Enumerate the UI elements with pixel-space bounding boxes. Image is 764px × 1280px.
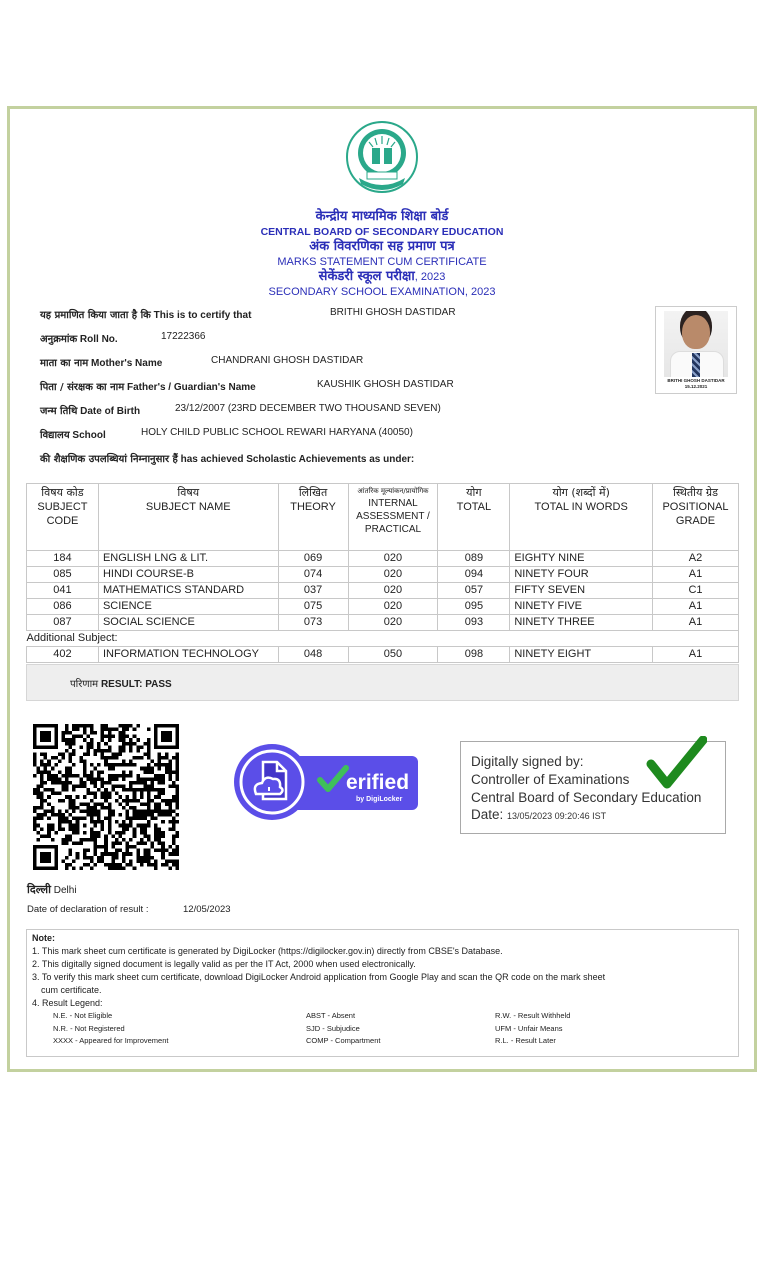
- place-line: [27, 882, 77, 897]
- achievement-label-english: has achieved Scholastic Achievements as under:: [180, 454, 415, 465]
- col-header-internal: आंतरिक मूल्यांकन/प्रायोगिक INTERNAL ASSESSMENT / PRACTICAL: [348, 484, 438, 551]
- legend-item: COMP - Compartment: [306, 1036, 381, 1045]
- badge-text: erified: [346, 771, 410, 794]
- legend-column: [306, 1010, 380, 1048]
- achievement-line: [40, 451, 414, 465]
- roll-label-english: Roll No.: [79, 334, 118, 345]
- subject-code: 086: [27, 599, 99, 615]
- notes-title: Note:: [32, 933, 55, 943]
- signature-line-1: Digitally signed by:: [471, 754, 584, 769]
- mother-label-hindi: माता का नाम: [40, 358, 89, 369]
- student-name: BRITHI GHOSH DASTIDAR: [330, 307, 456, 318]
- father-label-english: Father's / Guardian's Name: [127, 382, 256, 393]
- theory-marks: 073: [278, 615, 348, 631]
- total-in-words: NINETY FOUR: [510, 567, 653, 583]
- signature-date-label: Date:: [471, 807, 504, 822]
- total-in-words: NINETY FIVE: [510, 599, 653, 615]
- achievement-label-hindi: की शैक्षणिक उपलब्धियां निम्नानुसार हैं: [40, 454, 178, 465]
- table-row: [27, 583, 739, 599]
- theory-marks: 048: [278, 647, 348, 663]
- school-line: [40, 427, 413, 441]
- total-in-words: NINETY THREE: [510, 615, 653, 631]
- subject-code: 085: [27, 567, 99, 583]
- additional-subject-label: Additional Subject:: [27, 631, 739, 647]
- notes-box: [26, 929, 739, 1057]
- school-name: HOLY CHILD PUBLIC SCHOOL REWARI HARYANA (40050): [141, 427, 413, 438]
- theory-marks: 074: [278, 567, 348, 583]
- positional-grade: C1: [652, 583, 738, 599]
- student-photo: [655, 306, 737, 394]
- exam-name-hindi: सेकेंडरी स्कूल परीक्षा: [318, 269, 415, 284]
- board-name-english: CENTRAL BOARD OF SECONDARY EDUCATION: [260, 226, 504, 238]
- col-header-code: विषय कोड SUBJECT CODE: [27, 484, 99, 551]
- subject-code: 087: [27, 615, 99, 631]
- legend-item: UFM - Unfair Means: [495, 1023, 563, 1033]
- result-status: RESULT: PASS: [100, 679, 172, 690]
- declaration-date: 12/05/2023: [183, 904, 231, 915]
- father-label-hindi: पिता / संरक्षक का नाम: [40, 382, 125, 393]
- certify-line: [40, 307, 456, 321]
- legend-item: R.L. - Result Later: [495, 1036, 556, 1045]
- internal-marks: 020: [348, 599, 438, 615]
- internal-marks: 020: [348, 583, 438, 599]
- legend-item: N.E. - Not Eligible: [53, 1011, 113, 1020]
- school-label-hindi: विद्यालय: [40, 430, 70, 441]
- signature-valid-check-icon: [645, 736, 707, 792]
- exam-year: , 2023: [414, 271, 446, 283]
- signature-line-3: Central Board of Secondary Education: [471, 790, 702, 805]
- subject-name: SOCIAL SCIENCE: [98, 615, 278, 631]
- signature-line-2: Controller of Examinations: [471, 772, 630, 787]
- col-header-grade: स्थितीय ग्रेड POSITIONAL GRADE: [652, 484, 738, 551]
- declaration-label: Date of declaration of result :: [27, 904, 149, 915]
- subject-name: ENGLISH LNG & LIT.: [98, 551, 278, 567]
- total-marks: 095: [438, 599, 510, 615]
- roll-label-hindi: अनुक्रमांक: [40, 334, 78, 345]
- qr-modules: [33, 724, 179, 870]
- note-item: 3. To verify this mark sheet cum certificate, download DigiLocker Android application from Google Play and scan the QR code on the mark sheet: [32, 972, 606, 982]
- exam-name-english: SECONDARY SCHOOL EXAMINATION, 2023: [268, 286, 496, 298]
- roll-number: 17222366: [161, 331, 206, 342]
- roll-line: [40, 331, 206, 345]
- subject-name: INFORMATION TECHNOLOGY: [98, 647, 278, 663]
- table-header-row: [27, 484, 739, 551]
- certify-label-english: This is to certify that: [153, 310, 252, 321]
- mother-line: [40, 355, 364, 369]
- positional-grade: A1: [652, 599, 738, 615]
- dob-label-hindi: जन्म तिथि: [40, 406, 78, 417]
- mother-label-english: Mother's Name: [91, 358, 163, 369]
- theory-marks: 037: [278, 583, 348, 599]
- table-row: [27, 567, 739, 583]
- signature-date: 13/05/2023 09:20:46 IST: [507, 811, 607, 821]
- internal-marks: 020: [348, 551, 438, 567]
- note-item: 2. This digitally signed document is legally valid as per the IT Act, 2000 when used electronically.: [32, 959, 416, 969]
- mother-name: CHANDRANI GHOSH DASTIDAR: [211, 355, 364, 366]
- total-marks: 089: [438, 551, 510, 567]
- note-item: cum certificate.: [41, 985, 102, 995]
- total-marks: 093: [438, 615, 510, 631]
- total-in-words: NINETY EIGHT: [510, 647, 653, 663]
- result-legend: [32, 1010, 733, 1048]
- result-label-hindi: परिणाम: [70, 679, 99, 690]
- document-title-english: MARKS STATEMENT CUM CERTIFICATE: [277, 256, 487, 268]
- badge-subtext: by DigiLocker: [356, 796, 403, 803]
- certificate-header: [0, 120, 764, 299]
- subject-name: HINDI COURSE-B: [98, 567, 278, 583]
- subject-code: 041: [27, 583, 99, 599]
- board-name-hindi: केन्द्रीय माध्यमिक शिक्षा बोर्ड: [315, 209, 449, 224]
- total-marks: 094: [438, 567, 510, 583]
- legend-column: [53, 1010, 168, 1048]
- col-header-name: विषय SUBJECT NAME: [98, 484, 278, 551]
- internal-marks: 020: [348, 615, 438, 631]
- col-header-words: योग (शब्दों में) TOTAL IN WORDS: [510, 484, 653, 551]
- subject-code: 184: [27, 551, 99, 567]
- positional-grade: A1: [652, 647, 738, 663]
- dob-line: [40, 403, 441, 417]
- declaration-line: [27, 904, 231, 915]
- internal-marks: 050: [348, 647, 438, 663]
- theory-marks: 075: [278, 599, 348, 615]
- marks-table: [26, 483, 739, 663]
- total-marks: 098: [438, 647, 510, 663]
- subject-name: SCIENCE: [98, 599, 278, 615]
- total-in-words: FIFTY SEVEN: [510, 583, 653, 599]
- cbse-logo-icon: [345, 120, 419, 194]
- certify-label-hindi: यह प्रमाणित किया जाता है कि: [40, 310, 151, 321]
- positional-grade: A1: [652, 615, 738, 631]
- photo-caption-date: 15.12.2021: [684, 384, 708, 389]
- note-item: 4. Result Legend:: [32, 998, 103, 1008]
- date-of-birth: 23/12/2007 (23RD DECEMBER TWO THOUSAND SEVEN): [175, 403, 441, 414]
- qr-code[interactable]: [33, 724, 179, 870]
- legend-item: XXXX - Appeared for Improvement: [53, 1036, 169, 1045]
- subject-code: 402: [27, 647, 99, 663]
- place-english: Delhi: [53, 885, 77, 896]
- positional-grade: A1: [652, 567, 738, 583]
- table-row: [27, 647, 739, 663]
- photo-caption-name: BRITHI GHOSH DASTIDAR: [667, 378, 725, 383]
- place-hindi: दिल्ली: [27, 883, 51, 896]
- document-title-hindi: अंक विवरणिका सह प्रमाण पत्र: [309, 239, 455, 254]
- digilocker-verified-badge: [232, 742, 420, 822]
- col-header-total: योग TOTAL: [438, 484, 510, 551]
- internal-marks: 020: [348, 567, 438, 583]
- subject-name: MATHEMATICS STANDARD: [98, 583, 278, 599]
- positional-grade: A2: [652, 551, 738, 567]
- note-item: 1. This mark sheet cum certificate is generated by DigiLocker (https://digilocker.gov.in) directly from CBSE's Database.: [32, 946, 503, 956]
- father-name: KAUSHIK GHOSH DASTIDAR: [317, 379, 454, 390]
- legend-column: [495, 1010, 570, 1048]
- total-in-words: EIGHTY NINE: [510, 551, 653, 567]
- father-line: [40, 379, 454, 393]
- table-row: [27, 599, 739, 615]
- legend-item: N.R. - Not Registered: [53, 1023, 125, 1033]
- legend-item: R.W. - Result Withheld: [495, 1011, 571, 1020]
- legend-item: SJD - Subjudice: [306, 1023, 360, 1033]
- signature-date-line: [471, 807, 606, 822]
- table-row: [27, 551, 739, 567]
- result-banner: [26, 664, 739, 701]
- col-header-theory: लिखित THEORY: [278, 484, 348, 551]
- total-marks: 057: [438, 583, 510, 599]
- dob-label-english: Date of Birth: [80, 406, 141, 417]
- table-row: [27, 615, 739, 631]
- theory-marks: 069: [278, 551, 348, 567]
- additional-subject-row: [27, 631, 739, 647]
- school-label-english: School: [72, 430, 106, 441]
- photo-image: [664, 311, 728, 377]
- legend-item: ABST - Absent: [306, 1011, 356, 1020]
